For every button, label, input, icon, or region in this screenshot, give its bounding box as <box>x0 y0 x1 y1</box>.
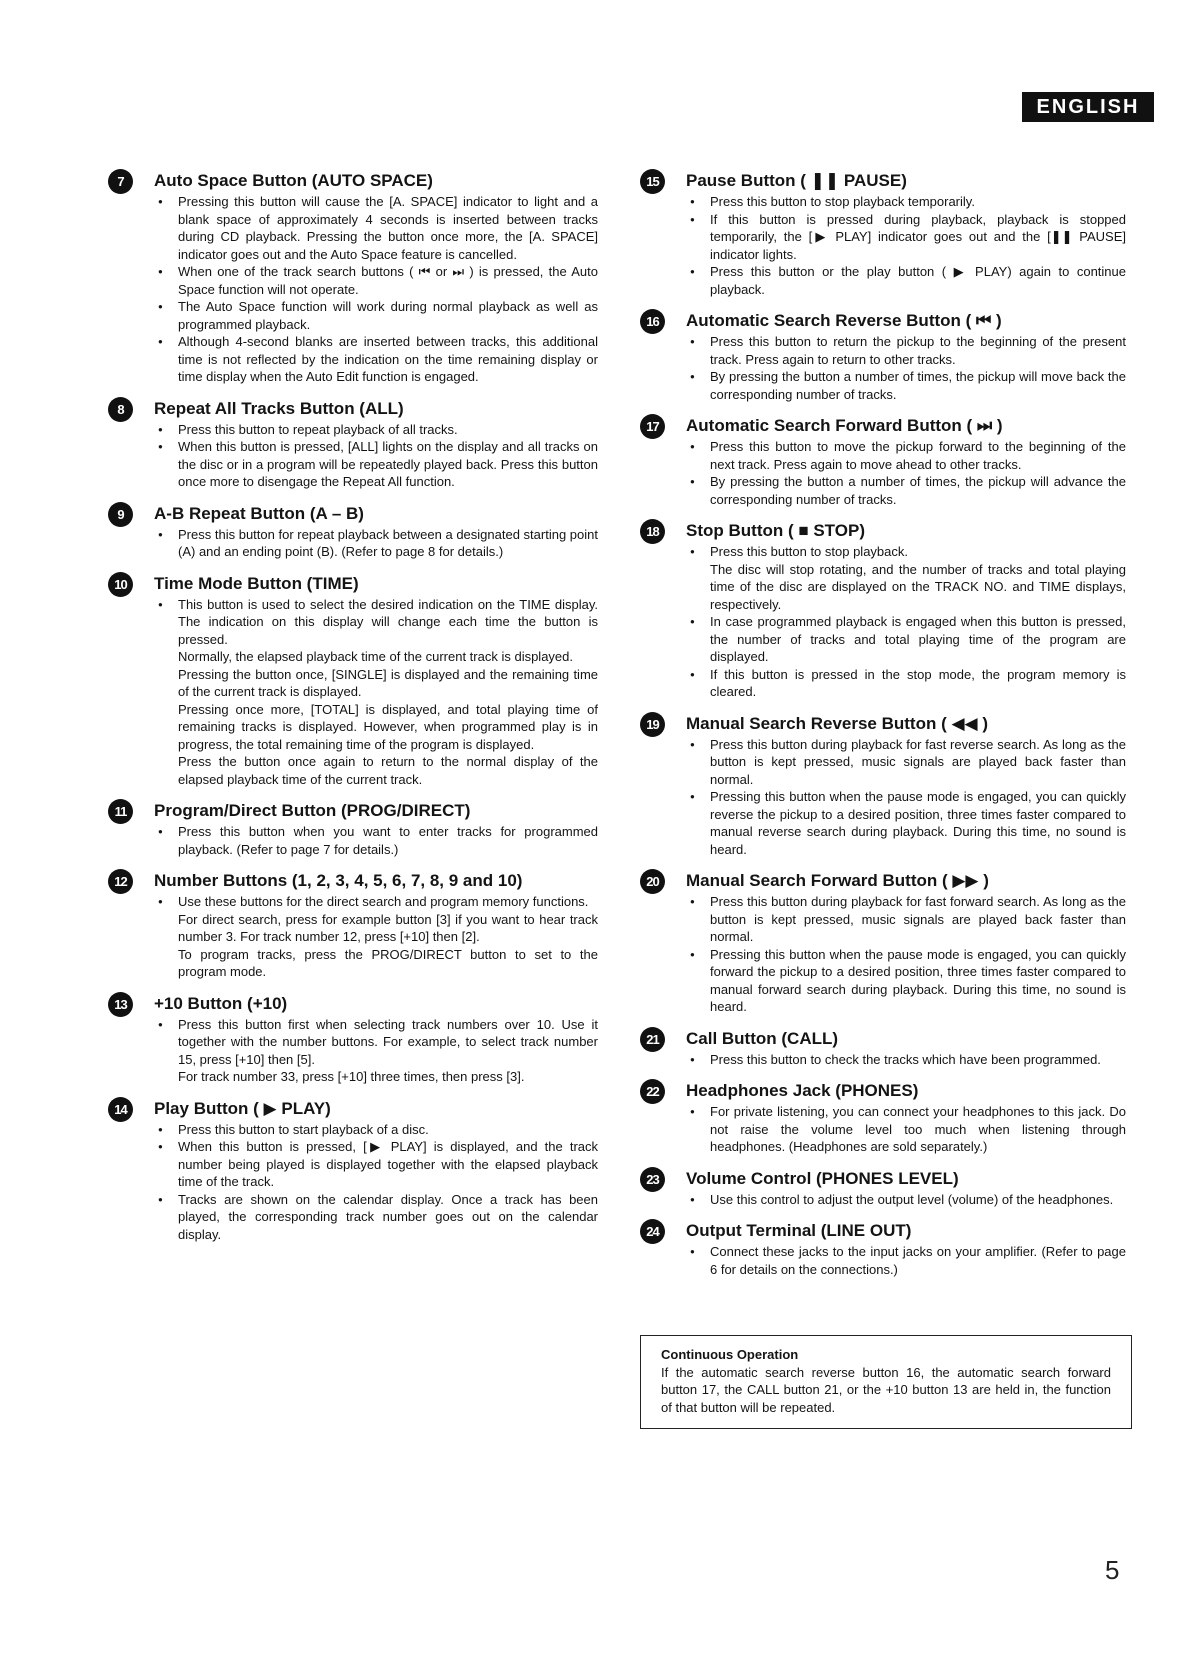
bullet-item: ● Press this button to move the pickup forward to the beginning of the next track. Press again to move ahead to other tracks. <box>710 438 1126 473</box>
section-time-mode <box>108 573 598 789</box>
section-ab-repeat <box>108 503 598 561</box>
section-number: 24 <box>640 1219 665 1244</box>
paragraph: Pressing once more, [TOTAL] is displayed, and total playing time of remaining tracks is displayed. However, when programmed play is in progress, the total remaining time of the program is displayed. <box>178 701 598 752</box>
bullet-item: ● When one of the track search buttons ( ⏮ or ⏭ ) is pressed, the Auto Space function will not operate. <box>178 263 598 298</box>
bullet-item: ● Pressing this button when the pause mode is engaged, you can quickly reverse the pickup to a desired position, three times faster compared to manual reverse search during playback. During this time, no sound is heard. <box>710 788 1126 858</box>
paragraph: Normally, the elapsed playback time of the current track is displayed. <box>178 649 573 664</box>
section-number: 7 <box>108 169 133 194</box>
section-title: Time Mode Button (TIME) <box>154 573 359 593</box>
section-plus10 <box>108 993 598 1086</box>
section-number: 12 <box>108 869 133 894</box>
section-stop <box>640 520 1126 701</box>
paragraph: For direct search, press for example button [3] if you want to hear track number 3. For track number 12, press [+10] then [2]. <box>178 911 598 944</box>
section-number: 21 <box>640 1027 665 1052</box>
section-number: 23 <box>640 1167 665 1192</box>
bullet-item: ● Tracks are shown on the calendar display. Once a track has been played, the corresponding track number goes out on the calendar display. <box>178 1191 598 1244</box>
section-number: 9 <box>108 502 133 527</box>
bullet-item: ● This button is used to select the desired indication on the TIME display. The indication on this display will change each time the button is pressed. <box>178 596 598 649</box>
section-auto-search-reverse <box>640 310 1126 403</box>
section-title: Auto Space Button (AUTO SPACE) <box>154 171 433 190</box>
bullet-item: ● Connect these jacks to the input jacks on your amplifier. (Refer to page 6 for details on the connections.) <box>710 1243 1126 1278</box>
section-number: 8 <box>108 397 133 422</box>
section-number: 16 <box>640 309 665 334</box>
section-play <box>108 1098 598 1244</box>
paragraph: Press the button once again to return to the normal display of the elapsed playback time of the current track. <box>178 754 598 787</box>
bullet-item: ● For private listening, you can connect your headphones to this jack. Do not raise the volume level too much when listening through headphones. (Headphones are sold separately.) <box>710 1103 1126 1156</box>
paragraph: To program tracks, press the PROG/DIRECT button to set to the program mode. <box>178 946 598 979</box>
section-number-buttons <box>108 870 598 981</box>
bullet-item: ● Although 4-second blanks are inserted between tracks, this additional time is not reflected by the indication on the time remaining display or time display when the Auto Edit function is engaged. <box>178 333 598 386</box>
bullet-item: ● In case programmed playback is engaged when this button is pressed, the number of tracks and total playing time of the program are displayed. <box>710 613 1126 666</box>
section-number: 20 <box>640 869 665 894</box>
section-title: Automatic Search Forward Button ( ⏭ ) <box>686 416 1003 435</box>
bullet-item: ● Press this button or the play button ( ▶ PLAY) again to continue playback. <box>710 263 1126 298</box>
bullet-item: ● By pressing the button a number of times, the pickup will move back the corresponding number of tracks. <box>710 368 1126 403</box>
paragraph: For track number 33, press [+10] three times, then press [3]. <box>178 1069 525 1084</box>
section-title: Repeat All Tracks Button (ALL) <box>154 398 404 418</box>
note-title: Continuous Operation <box>661 1347 799 1362</box>
section-number: 15 <box>640 169 665 194</box>
section-title: Number Buttons (1, 2, 3, 4, 5, 6, 7, 8, 9 and 10) <box>154 871 523 890</box>
section-headphones <box>640 1080 1126 1156</box>
section-title: Manual Search Forward Button ( ▶▶ ) <box>686 871 989 890</box>
section-number: 14 <box>108 1097 133 1122</box>
bullet-item: ● The Auto Space function will work during normal playback as well as programmed playback. <box>178 298 598 333</box>
section-auto-search-forward <box>640 415 1126 508</box>
section-auto-space <box>108 170 598 386</box>
bullet-item: ● Press this button during playback for fast reverse search. As long as the button is kept pressed, music signals are played back faster than normal. <box>710 736 1126 789</box>
section-program-direct <box>108 800 598 858</box>
bullet-item: ● When this button is pressed, [ALL] lights on the display and all tracks on the disc or in a program will be repeatedly played back. Press this button once more to disengage the Repeat All function. <box>178 438 598 491</box>
bullet-item: ● Press this button to stop playback temporarily. <box>710 193 1126 211</box>
section-title: Pause Button ( ❚❚ PAUSE) <box>686 171 907 190</box>
section-number: 11 <box>108 799 133 824</box>
bullet-item: ● When this button is pressed, [▶ PLAY] is displayed, and the track number being played is displayed together with the elapsed playback time of the track. <box>178 1138 598 1191</box>
section-title: Volume Control (PHONES LEVEL) <box>686 1168 959 1188</box>
language-tab: ENGLISH <box>1022 92 1154 122</box>
section-number: 22 <box>640 1079 665 1104</box>
bullet-item: ● Press this button to repeat playback of all tracks. <box>178 421 598 439</box>
section-title: Output Terminal (LINE OUT) <box>686 1221 912 1240</box>
section-number: 13 <box>108 992 133 1017</box>
bullet-item: ● By pressing the button a number of times, the pickup will advance the corresponding number of tracks. <box>710 473 1126 508</box>
section-title: Stop Button ( ■ STOP) <box>686 521 865 540</box>
note-text: If the automatic search reverse button 16, the automatic search forward button 17, the CALL button 21, or the +10 button 13 are held in, the function of that button will be repeated. <box>661 1364 1111 1415</box>
bullet-item: ● Press this button during playback for fast forward search. As long as the button is kept pressed, music signals are played back faster than normal. <box>710 893 1126 946</box>
section-volume <box>640 1168 1126 1209</box>
bullet-item: ● If this button is pressed in the stop mode, the program memory is cleared. <box>710 666 1126 701</box>
bullet-item: ● Use these buttons for the direct search and program memory functions. <box>178 893 598 911</box>
section-title: Program/Direct Button (PROG/DIRECT) <box>154 801 471 820</box>
bullet-item: ● Press this button to return the pickup to the beginning of the present track. Press again to return to other tracks. <box>710 333 1126 368</box>
section-manual-search-reverse <box>640 713 1126 859</box>
section-title: A-B Repeat Button (A – B) <box>154 503 364 523</box>
bullet-item: ● Press this button to stop playback. <box>710 543 1126 561</box>
bullet-item: ● If this button is pressed during playback, playback is stopped temporarily, the [▶ PLAY] indicator goes out and the [❚❚ PAUSE] indicator lights. <box>710 211 1126 264</box>
bullet-item: ● Pressing this button will cause the [A. SPACE] indicator to light and a blank space of approximately 4 seconds is inserted between tracks during CD playback. Pressing the button once more, the [A. SPACE] indicator goes out and the Auto Space feature is cancelled. <box>178 193 598 263</box>
section-title: Manual Search Reverse Button ( ◀◀ ) <box>686 713 988 733</box>
section-title: Call Button (CALL) <box>686 1028 839 1048</box>
section-pause <box>640 170 1126 298</box>
continuous-operation-note <box>640 1335 1132 1429</box>
section-output <box>640 1220 1126 1278</box>
paragraph: The disc will stop rotating, and the number of tracks and total playing time of the disc are displayed on the TRACK NO. and TIME displays, respectively. <box>710 561 1126 612</box>
left-column <box>108 170 598 1255</box>
bullet-item: ● Press this button when you want to enter tracks for programmed playback. (Refer to page 7 for details.) <box>178 823 598 858</box>
section-number: 10 <box>108 572 133 597</box>
section-title: Automatic Search Reverse Button ( ⏮ ) <box>686 311 1002 330</box>
section-manual-search-forward <box>640 870 1126 1016</box>
section-number: 19 <box>640 712 665 737</box>
paragraph: Pressing the button once, [SINGLE] is displayed and the remaining time of the current track is displayed. <box>178 666 598 699</box>
bullet-item: ● Press this button for repeat playback between a designated starting point (A) and an ending point (B). (Refer to page 8 for details.) <box>178 526 598 561</box>
section-title: +10 Button (+10) <box>154 993 288 1013</box>
page-number: 5 <box>1105 1555 1120 1585</box>
section-number: 17 <box>640 414 665 439</box>
bullet-item: ● Use this control to adjust the output level (volume) of the headphones. <box>710 1191 1126 1209</box>
section-call <box>640 1028 1126 1069</box>
section-title: Headphones Jack (PHONES) <box>686 1081 919 1100</box>
bullet-item: ● Press this button first when selecting track numbers over 10. Use it together with the number buttons. For example, to select track number 15, press [+10] then [5]. <box>178 1016 598 1069</box>
section-title: Play Button ( ▶ PLAY) <box>154 1098 331 1118</box>
section-repeat-all <box>108 398 598 491</box>
section-number: 18 <box>640 519 665 544</box>
right-column <box>640 170 1126 1290</box>
bullet-item: ● Pressing this button when the pause mode is engaged, you can quickly forward the pickup to a desired position, three times faster compared to manual forward search during playback. During this time, no sound is heard. <box>710 946 1126 1016</box>
bullet-item: ● Press this button to check the tracks which have been programmed. <box>710 1051 1126 1069</box>
bullet-item: ● Press this button to start playback of a disc. <box>178 1121 598 1139</box>
